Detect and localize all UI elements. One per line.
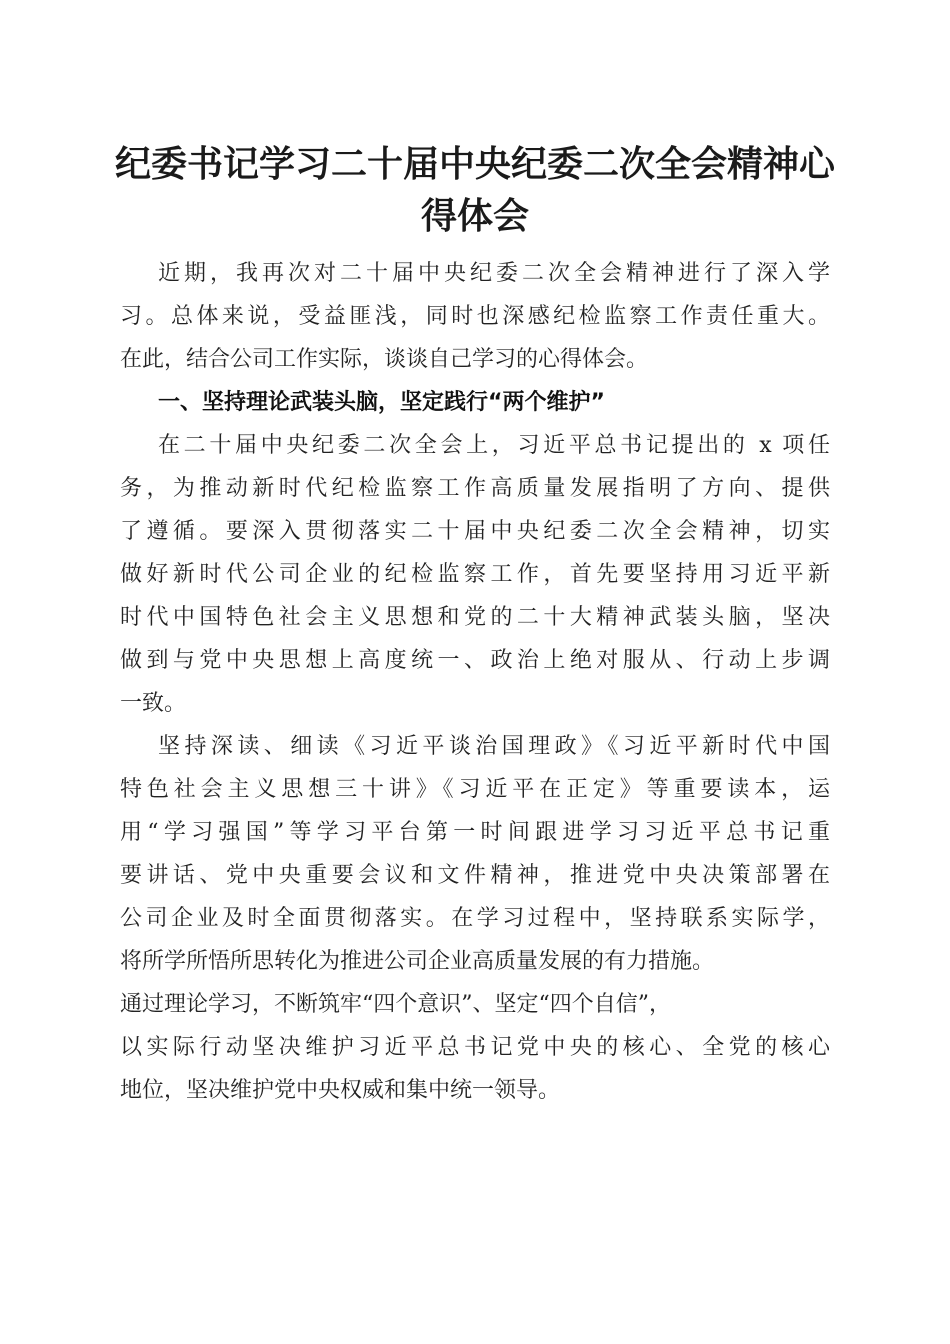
paragraph-3-line-2: 特色社会主义思想三十讲》《习近平在正定》等重要读本，运 bbox=[120, 777, 830, 802]
title-line-2: 得体会 bbox=[420, 195, 529, 237]
paragraph-2-line-2: 务，为推动新时代纪检监察工作高质量发展指明了方向、提供 bbox=[120, 476, 830, 501]
paragraph-3-line-7: 通过理论学习，不断筑牢“四个意识”、坚定“四个自信”， bbox=[120, 992, 671, 1017]
paragraph-2-line-1: 在二十届中央纪委二次全会上，习近平总书记提出的 x 项任 bbox=[158, 433, 830, 458]
title-line-1: 纪委书记学习二十届中央纪委二次全会精神心 bbox=[114, 143, 835, 185]
section-heading-1: 一、坚持理论武装头脑，坚定践行“两个维护” bbox=[158, 390, 605, 415]
paragraph-2-line-4: 做好新时代公司企业的纪检监察工作，首先要坚持用习近平新 bbox=[120, 562, 830, 587]
paragraph-3-line-5: 公司企业及时全面贯彻落实。在学习过程中，坚持联系实际学， bbox=[120, 906, 830, 931]
paragraph-3-line-4: 要讲话、党中央重要会议和文件精神，推进党中央决策部署在 bbox=[120, 863, 830, 888]
paragraph-1-line-2: 习。总体来说，受益匪浅，同时也深感纪检监察工作责任重大。 bbox=[120, 304, 830, 329]
paragraph-3-line-3: 用“学习强国”等学习平台第一时间跟进学习习近平总书记重 bbox=[120, 820, 830, 845]
paragraph-2-line-6: 做到与党中央思想上高度统一、政治上绝对服从、行动上步调 bbox=[120, 648, 830, 673]
paragraph-3-line-8: 以实际行动坚决维护习近平总书记党中央的核心、全党的核心 bbox=[120, 1035, 830, 1060]
paragraph-2-line-7: 一致。 bbox=[120, 691, 187, 716]
paragraph-3-line-6: 将所学所悟所思转化为推进公司企业高质量发展的有力措施。 bbox=[120, 949, 715, 974]
paragraph-1-line-3: 在此，结合公司工作实际，谈谈自己学习的心得体会。 bbox=[120, 347, 649, 372]
paragraph-3-line-1: 坚持深读、细读《习近平谈治国理政》《习近平新时代中国 bbox=[158, 734, 830, 759]
paragraph-2-line-5: 时代中国特色社会主义思想和党的二十大精神武装头脑，坚决 bbox=[120, 605, 830, 630]
paragraph-2-line-3: 了遵循。要深入贯彻落实二十届中央纪委二次全会精神，切实 bbox=[120, 519, 830, 544]
document-body bbox=[120, 252, 840, 1112]
document-title bbox=[100, 138, 850, 242]
paragraph-3-line-9: 地位，坚决维护党中央权威和集中统一领导。 bbox=[120, 1078, 561, 1103]
paragraph-1-line-1: 近期，我再次对二十届中央纪委二次全会精神进行了深入学 bbox=[158, 261, 830, 286]
